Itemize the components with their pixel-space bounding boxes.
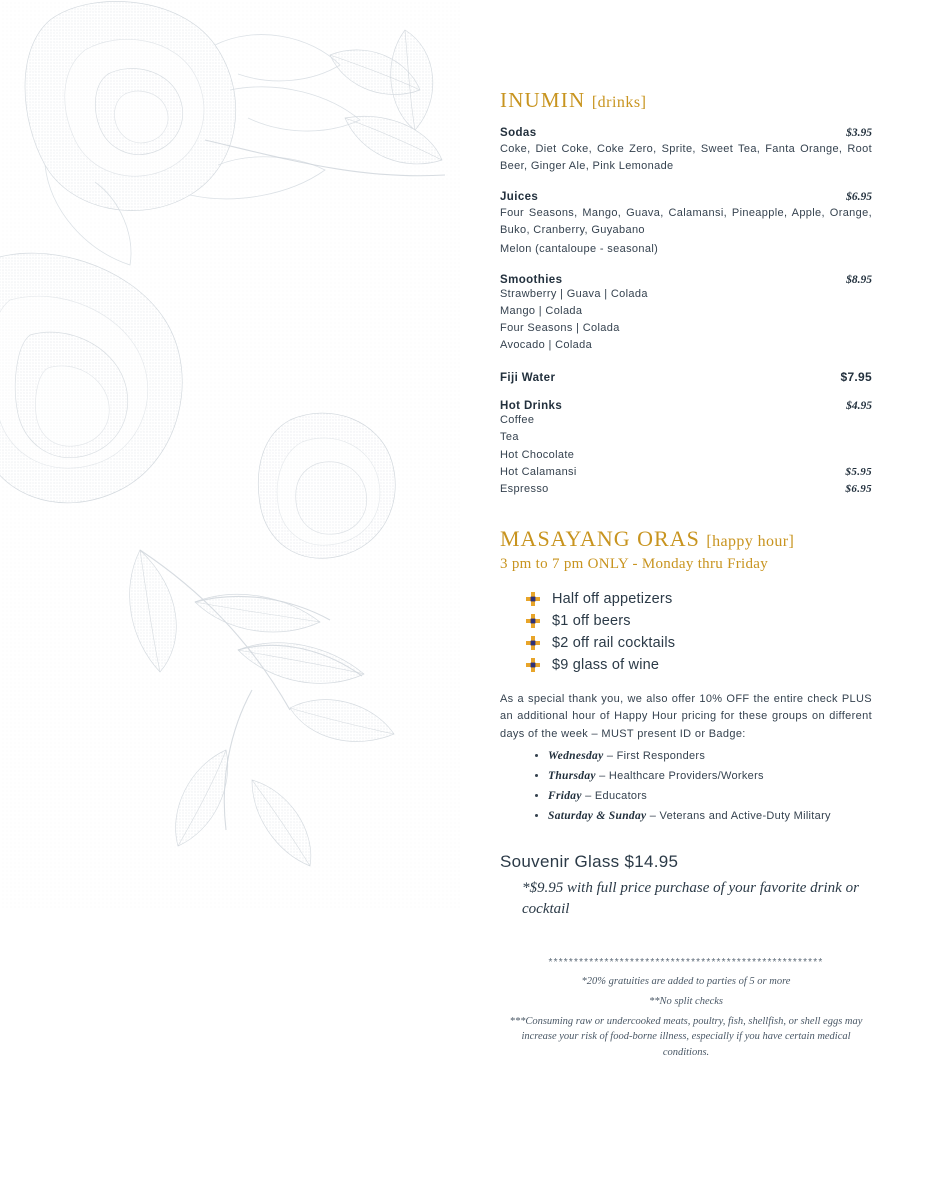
souvenir-title: Souvenir Glass $14.95	[500, 851, 679, 871]
list-item	[526, 657, 872, 673]
group-price: $7.95	[840, 370, 872, 385]
line-label: Mango | Colada	[500, 305, 583, 318]
day-label: Wednesday	[548, 750, 604, 763]
menu-line-item	[500, 286, 872, 303]
menu-line-item	[500, 447, 872, 464]
group-price: $6.95	[846, 191, 872, 204]
day-label: Thursday	[548, 770, 596, 783]
group-audience: – Educators	[585, 790, 648, 803]
footnote-health-warning: ***Consuming raw or undercooked meats, poultry, fish, shellfish, or shell eggs may increase your risk of food-borne illness, especially if you have certain medical conditions.	[509, 1015, 863, 1059]
group-header	[500, 400, 872, 412]
menu-line-item	[500, 464, 872, 481]
sun-icon	[526, 636, 540, 650]
group-price: $4.95	[846, 400, 872, 413]
footnote-gratuity: *20% gratuities are added to parties of 5 or more	[581, 976, 791, 988]
menu-line-item	[500, 303, 872, 320]
list-item	[526, 613, 872, 629]
list-item	[548, 767, 872, 786]
souvenir-glass-section	[500, 852, 872, 922]
group-price: $8.95	[846, 274, 872, 287]
line-label: Coffee	[500, 414, 535, 427]
group-name: Sodas	[500, 127, 537, 139]
day-label: Saturday & Sunday	[548, 809, 647, 822]
drinks-section-heading	[500, 88, 872, 113]
happy-hour-heading	[500, 526, 872, 552]
list-item	[548, 807, 872, 826]
group-header	[500, 191, 872, 203]
deal-label: $2 off rail cocktails	[552, 634, 676, 651]
group-description: Four Seasons, Mango, Guava, Calamansi, Pineapple, Apple, Orange, Buko, Cranberry, Guyabano	[500, 207, 872, 237]
divider-rule: ******************************************************	[548, 957, 824, 969]
group-name: Smoothies	[500, 274, 563, 287]
list-item	[526, 635, 872, 651]
happy-hour-section	[500, 526, 872, 826]
group-name: Hot Drinks	[500, 400, 563, 413]
group-name: Fiji Water	[500, 372, 556, 385]
group-header	[500, 127, 872, 139]
menu-line-item	[500, 429, 872, 446]
souvenir-note: *$9.95 with full price purchase of your favorite drink or cocktail	[522, 879, 859, 918]
sun-icon	[526, 592, 540, 606]
list-item	[548, 747, 872, 766]
deal-label: Half off appetizers	[552, 590, 673, 607]
line-label: Strawberry | Guava | Colada	[500, 288, 648, 301]
menu-group-juices	[500, 191, 872, 258]
group-audience: – First Responders	[606, 750, 706, 763]
group-audience: – Healthcare Providers/Workers	[599, 770, 764, 783]
footer-fine-print	[500, 957, 872, 1061]
happy-hour-deal-list	[500, 591, 872, 673]
menu-group-hot-drinks	[500, 400, 872, 497]
line-price: $5.95	[845, 465, 872, 478]
menu-group-sodas	[500, 127, 872, 175]
line-label: Avocado | Colada	[500, 339, 593, 352]
group-header	[500, 274, 872, 286]
drinks-title-bracket: [drinks]	[591, 94, 647, 111]
sun-icon	[526, 658, 540, 672]
day-label: Friday	[548, 790, 582, 803]
drinks-title: INUMIN	[500, 88, 586, 112]
group-description-secondary: Melon (cantaloupe - seasonal)	[500, 243, 659, 256]
menu-group-fiji-water	[500, 370, 872, 384]
group-description: Coke, Diet Coke, Coke Zero, Sprite, Sweet Tea, Fanta Orange, Root Beer, Ginger Ale, Pink Lemonade	[500, 143, 872, 173]
menu-line-item	[500, 337, 872, 354]
line-price: $6.95	[845, 482, 872, 495]
menu-line-item	[500, 320, 872, 337]
menu-group-smoothies	[500, 274, 872, 354]
line-label: Tea	[500, 431, 519, 444]
deal-label: $9 glass of wine	[552, 656, 660, 673]
group-price: $3.95	[846, 127, 872, 139]
happy-hour-title-bracket: [happy hour]	[706, 532, 795, 550]
floral-illustration	[0, 0, 460, 910]
menu-content	[500, 88, 872, 1061]
sun-icon	[526, 614, 540, 628]
line-label: Hot Chocolate	[500, 448, 575, 461]
menu-line-item	[500, 412, 872, 429]
menu-line-item	[500, 481, 872, 498]
group-audience: – Veterans and Active-Duty Military	[649, 809, 831, 822]
line-label: Espresso	[500, 482, 549, 495]
thank-you-paragraph: As a special thank you, we also offer 10% OFF the entire check PLUS an additional hour of Happy Hour pricing for these groups on different days of the week – MUST present ID or Badge:	[500, 692, 872, 740]
footnote-split-checks: **No split checks	[648, 995, 724, 1007]
happy-hour-title: MASAYANG ORAS	[500, 525, 700, 551]
line-label: Four Seasons | Colada	[500, 322, 620, 335]
happy-hour-subtitle: 3 pm to 7 pm ONLY - Monday thru Friday	[500, 555, 769, 572]
list-item	[548, 787, 872, 806]
list-item	[526, 591, 872, 607]
line-label: Hot Calamansi	[500, 465, 577, 478]
deal-label: $1 off beers	[552, 612, 631, 629]
discount-group-list	[500, 747, 872, 825]
group-name: Juices	[500, 191, 539, 204]
